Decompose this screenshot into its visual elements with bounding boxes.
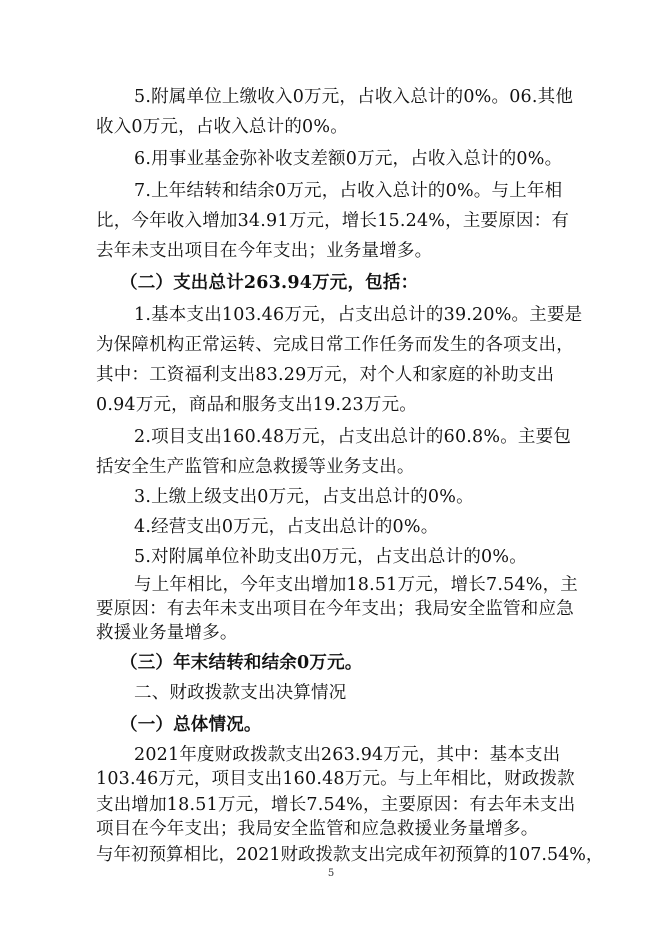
text-line: 7.上年结转和结余0万元，占收入总计的0%。与上年相 — [134, 181, 563, 201]
text-line: 103.46万元，项目支出160.48万元。与上年相比，财政拨款 — [96, 769, 575, 789]
text-line: 要原因：有去年未支出项目在今年支出；我局安全监管和应急 — [96, 599, 574, 619]
text-line: 收入0万元，占收入总计的0%。 — [96, 117, 348, 137]
page-number: 5 — [327, 868, 335, 879]
section-heading-fiscal-appropriation: 二、财政拨款支出决算情况 — [134, 683, 347, 703]
text-line: 救援业务量增多。 — [96, 623, 238, 643]
text-line: 其中：工资福利支出83.29万元，对个人和家庭的补助支出 — [96, 365, 555, 385]
text-line: 0.94万元，商品和服务支出19.23万元。 — [96, 395, 417, 415]
section-heading-carryover: （三）年末结转和结余0万元。 — [120, 653, 363, 673]
text-line: 2021年度财政拨款支出263.94万元，其中：基本支出 — [134, 745, 561, 765]
section-heading-overview: （一）总体情况。 — [120, 715, 262, 735]
text-line: 支出增加18.51万元，增长7.54%，主要原因：有去年未支出 — [96, 795, 576, 815]
text-line: 5.附属单位上缴收入0万元，占收入总计的0%。06.其他 — [134, 87, 574, 107]
text-line: 2.项目支出160.48万元，占支出总计的60.8%。主要包 — [134, 427, 572, 447]
text-line: 6.用事业基金弥补收支差额0万元，占收入总计的0%。 — [134, 149, 563, 169]
text-line: 比，今年收入增加34.91万元，增长15.24%，主要原因：有 — [96, 211, 570, 231]
text-line: 与上年相比，今年支出增加18.51万元，增长7.54%，主 — [134, 575, 578, 595]
text-line: 括安全生产监管和应急救援等业务支出。 — [96, 457, 415, 477]
section-heading-expenditure: （二）支出总计263.94万元，包括： — [120, 273, 419, 293]
text-line: 项目在今年支出；我局安全监管和应急救援业务量增多。 — [96, 819, 539, 839]
text-line: 5.对附属单位补助支出0万元，占支出总计的0%。 — [134, 547, 527, 567]
text-line: 3.上缴上级支出0万元，占支出总计的0%。 — [134, 487, 474, 507]
text-line: 4.经营支出0万元，占支出总计的0%。 — [134, 517, 439, 537]
text-line: 1.基本支出103.46万元，占支出总计的39.20%。主要是 — [134, 305, 583, 325]
text-line: 与年初预算相比，2021财政拨款支出完成年初预算的107.54%， — [96, 845, 604, 865]
text-line: 为保障机构正常运转、完成日常工作任务而发生的各项支出， — [96, 335, 574, 355]
text-line: 去年未支出项目在今年支出；业务量增多。 — [96, 241, 433, 261]
